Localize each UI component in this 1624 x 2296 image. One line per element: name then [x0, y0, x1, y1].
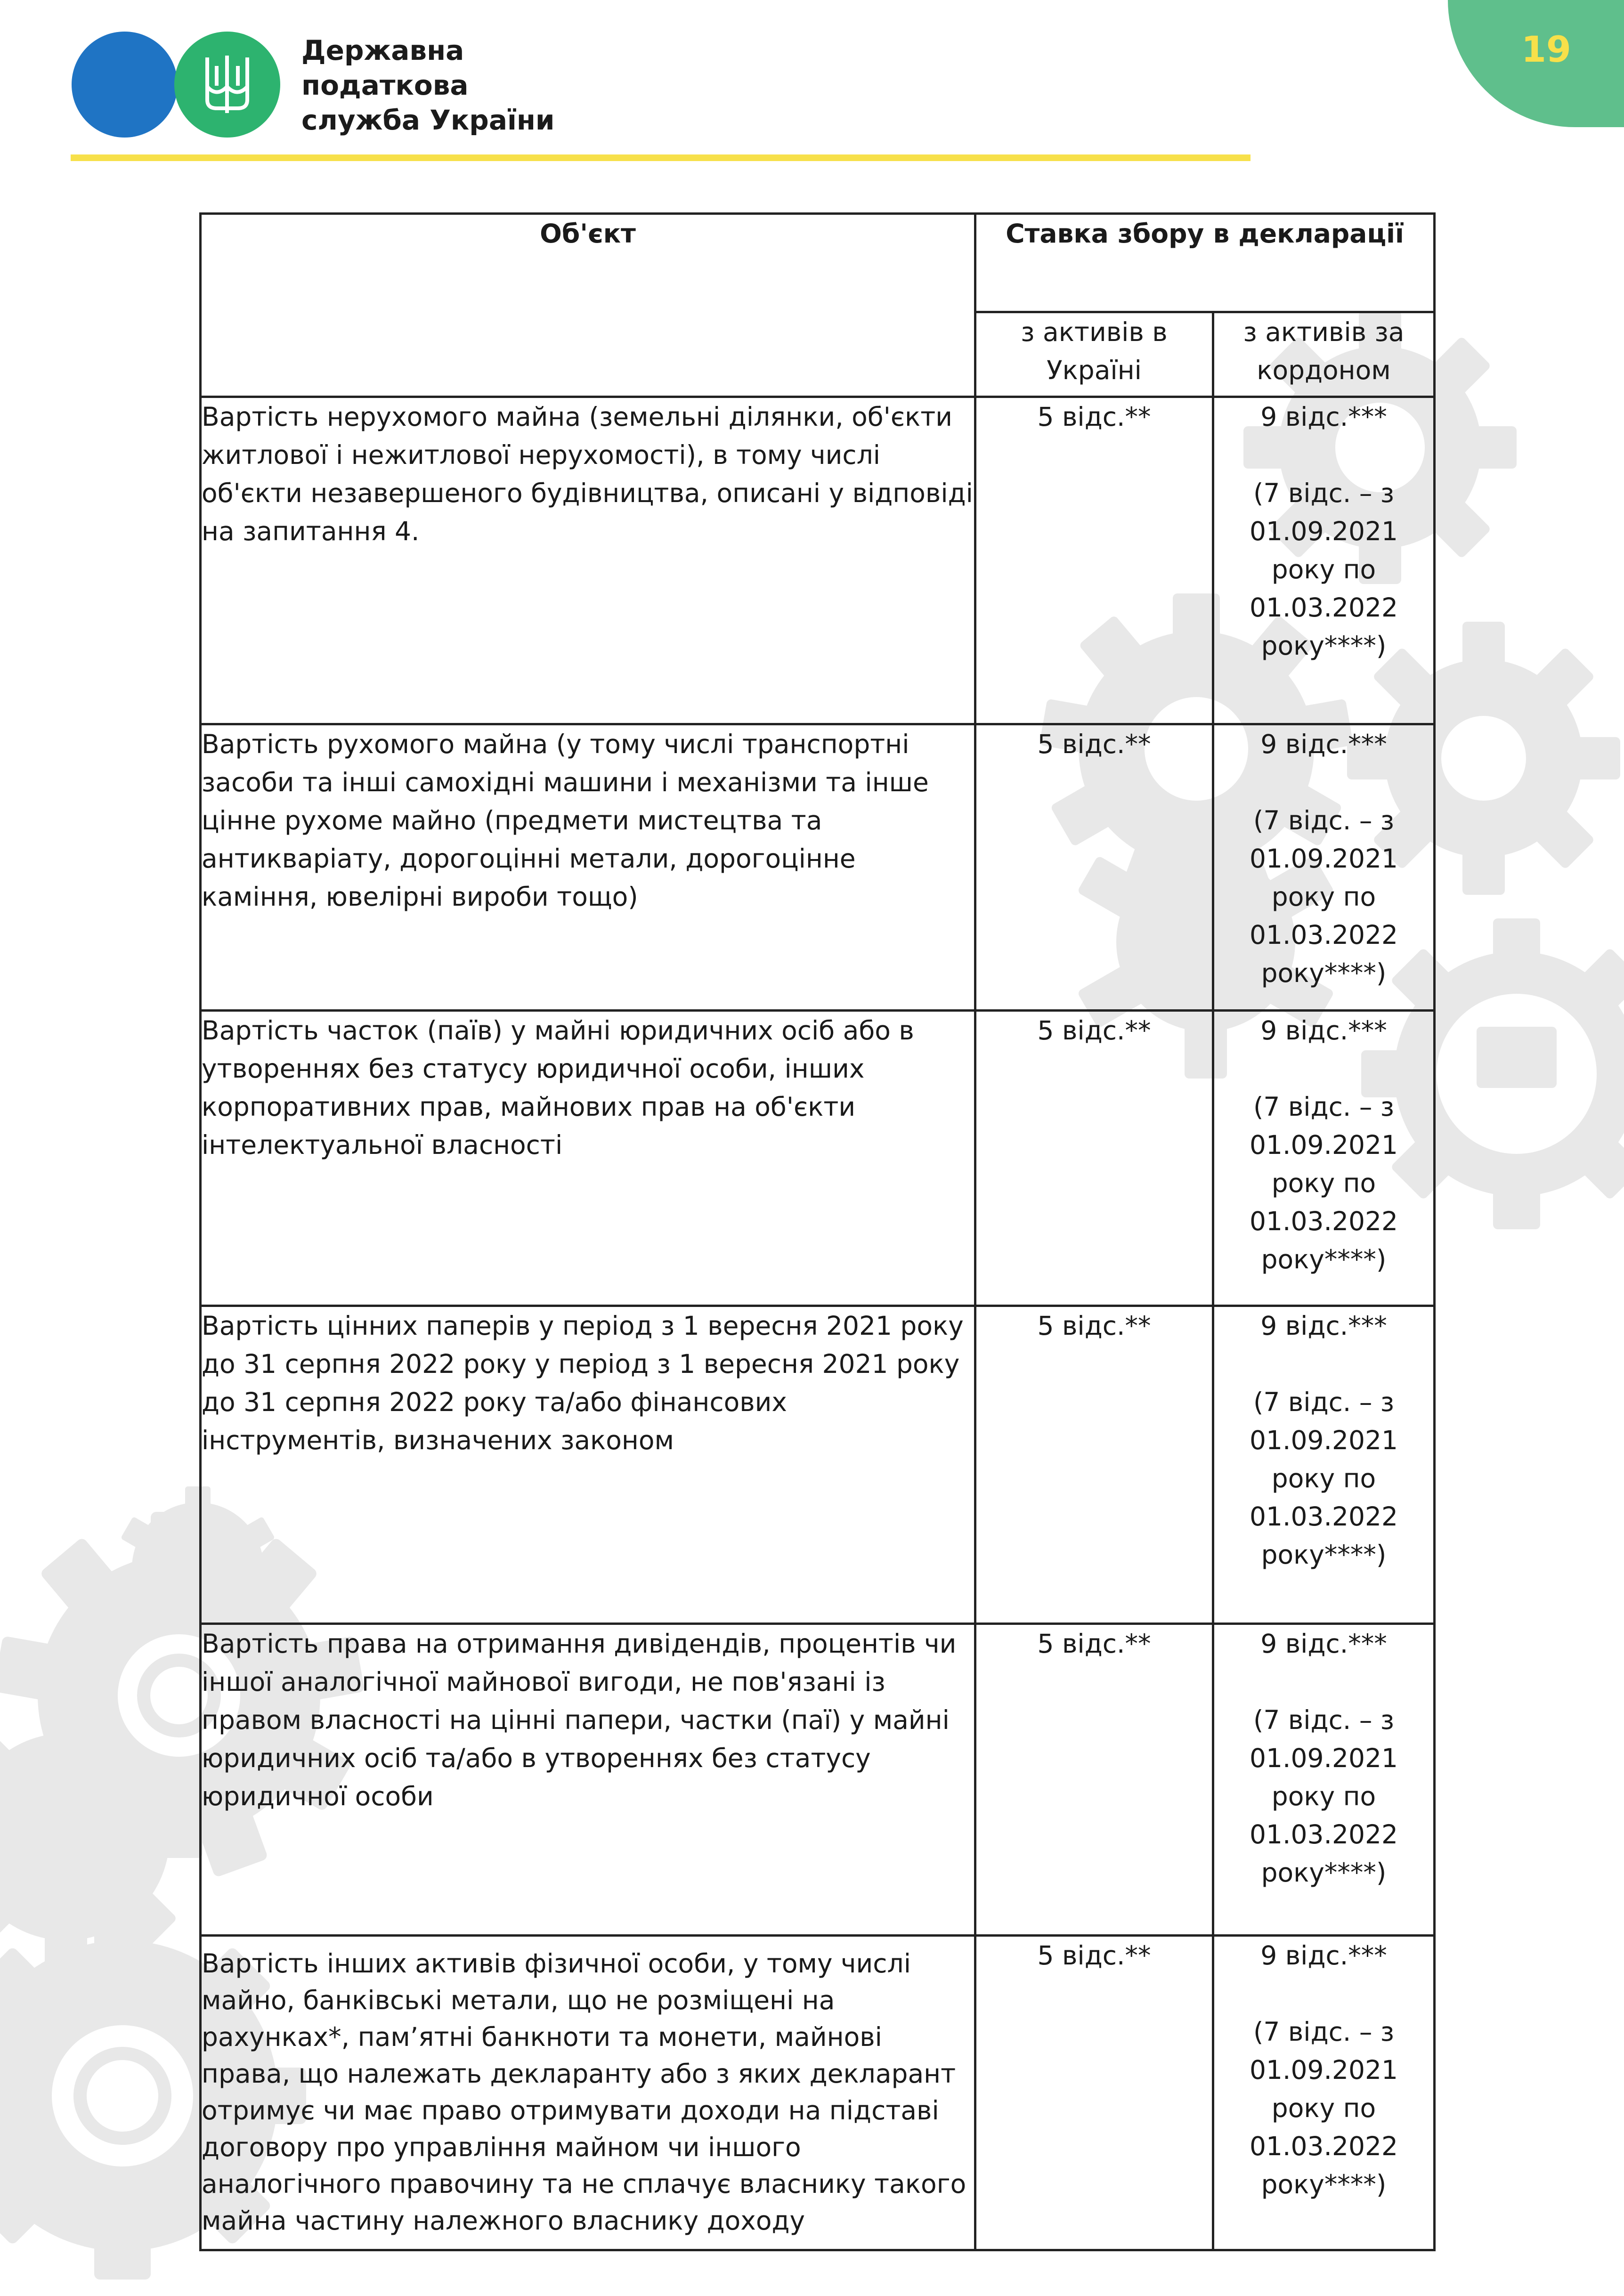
table-row	[201, 724, 1435, 1011]
org-name-line: служба України	[301, 104, 555, 136]
rate-domestic-cell: 5 відс.**	[975, 724, 1213, 1011]
rate-foreign: 9 відс.***	[1260, 1940, 1387, 1971]
foreign-note-line: 01.09.2021	[1250, 1130, 1398, 1160]
envelope-icon	[1477, 1027, 1557, 1088]
rate-foreign-cell	[1213, 1306, 1435, 1624]
foreign-note-line: 01.09.2021	[1250, 516, 1398, 546]
table-row	[201, 1936, 1435, 2250]
foreign-note-line: 01.03.2022	[1250, 1819, 1398, 1850]
object-cell: Вартість інших активів фізичної особи, у тому числі майно, банківські метали, що не розміщені на рахунках*, пам’ятні банкноти та монети, майнові права, що належать декларанту або з яких декларант отримує чи має право отримувати доходи на підставі договору про управління майном чи іншого аналогічного правочину та не сплачує власнику такого майна частину належного власнику доходу	[201, 1936, 975, 2250]
table-row	[201, 1306, 1435, 1624]
col-header-rate-group: Ставка збору в декларації	[975, 214, 1435, 312]
object-cell: Вартість часток (паїв) у майні юридичних осіб або в утвореннях без статусу юридичної особи, інших корпоративних прав, майнових прав на об'єкти інтелектуальної власності	[201, 1011, 975, 1306]
trident-emblem-icon	[203, 53, 252, 116]
foreign-note-line: (7 відс. – з	[1253, 1705, 1395, 1735]
foreign-note-line: 01.03.2022	[1250, 1501, 1398, 1532]
foreign-note-line: року по	[1271, 1781, 1376, 1811]
foreign-note-line: (7 відс. – з	[1253, 1387, 1395, 1417]
foreign-note-line: 01.03.2022	[1250, 920, 1398, 950]
page-header	[0, 0, 1624, 188]
foreign-note-line: року****)	[1261, 2169, 1387, 2199]
foreign-note-line: 01.09.2021	[1250, 844, 1398, 874]
foreign-note-line: року по	[1271, 554, 1376, 584]
rate-foreign-cell	[1213, 397, 1435, 724]
page-number: 19	[1521, 28, 1571, 70]
org-name-line: податкова	[301, 69, 469, 101]
foreign-note-line: року по	[1271, 1463, 1376, 1493]
col-header-foreign: з активів за кордоном	[1213, 312, 1435, 397]
foreign-note-line: року****)	[1261, 1540, 1387, 1570]
table-row	[201, 397, 1435, 724]
foreign-note-line: 01.03.2022	[1250, 1206, 1398, 1236]
foreign-note-line: року****)	[1261, 631, 1387, 661]
rate-foreign-cell	[1213, 724, 1435, 1011]
rate-foreign: 9 відс.***	[1260, 1311, 1387, 1341]
foreign-note-line: (7 відс. – з	[1253, 1092, 1395, 1122]
foreign-note-line: 01.09.2021	[1250, 2055, 1398, 2085]
foreign-note-line: року по	[1271, 1168, 1376, 1198]
object-cell: Вартість права на отримання дивідендів, процентів чи іншої аналогічної майнової вигоди, не пов'язані із правом власності на цінні папери, частки (паї) у майні юридичних осіб та/або в утвореннях без статусу юридичної особи	[201, 1624, 975, 1936]
rate-foreign-cell	[1213, 1624, 1435, 1936]
table-row	[201, 1624, 1435, 1936]
header-divider	[71, 154, 1250, 161]
object-cell: Вартість рухомого майна (у тому числі транспортні засоби та інші самохідні машини і механізми та інше цінне рухоме майно (предмети мистецтва та антикваріату, дорогоцінні метали, дорогоцінне каміння, ювелірні вироби тощо)	[201, 724, 975, 1011]
foreign-note-line: року по	[1271, 882, 1376, 912]
rate-domestic-cell: 5 відс.**	[975, 397, 1213, 724]
object-cell: Вартість цінних паперів у період з 1 вересня 2021 року до 31 серпня 2022 року у період з 1 вересня 2021 року до 31 серпня 2022 року та/або фінансових інструментів, визначених законом	[201, 1306, 975, 1624]
foreign-note-line: року****)	[1261, 958, 1387, 988]
logo-blue-circle	[72, 32, 178, 138]
foreign-note-line: (7 відс. – з	[1253, 2017, 1395, 2047]
rates-table	[199, 212, 1436, 2251]
foreign-note-line: 01.03.2022	[1250, 2131, 1398, 2161]
foreign-note-line: року****)	[1261, 1858, 1387, 1888]
foreign-note-line: 01.03.2022	[1250, 592, 1398, 623]
rate-domestic-cell: 5 відс.**	[975, 1306, 1213, 1624]
foreign-note-line: року по	[1271, 2093, 1376, 2123]
rate-domestic-cell: 5 відс.**	[975, 1936, 1213, 2250]
rate-domestic-cell: 5 відс.**	[975, 1624, 1213, 1936]
foreign-note-line: (7 відс. – з	[1253, 478, 1395, 508]
org-name	[301, 33, 555, 138]
foreign-note-line: 01.09.2021	[1250, 1425, 1398, 1455]
col-header-object: Об'єкт	[201, 214, 975, 397]
foreign-note-line: року****)	[1261, 1244, 1387, 1274]
rate-foreign: 9 відс.***	[1260, 1629, 1387, 1659]
col-header-domestic: з активів в Україні	[975, 312, 1213, 397]
table-row	[201, 1011, 1435, 1306]
rate-foreign: 9 відс.***	[1260, 402, 1387, 432]
foreign-note-line: 01.09.2021	[1250, 1743, 1398, 1773]
rate-foreign: 9 відс.***	[1260, 729, 1387, 759]
rate-foreign-cell	[1213, 1936, 1435, 2250]
rate-foreign: 9 відс.***	[1260, 1015, 1387, 1046]
org-name-line: Державна	[301, 34, 464, 66]
object-cell: Вартість нерухомого майна (земельні ділянки, об'єкти житлової і нежитлової нерухомості), в тому числі об'єкти незавершеного будівництва, описані у відповіді на запитання 4.	[201, 397, 975, 724]
foreign-note-line: (7 відс. – з	[1253, 805, 1395, 836]
rate-domestic-cell: 5 відс.**	[975, 1011, 1213, 1306]
rate-foreign-cell	[1213, 1011, 1435, 1306]
